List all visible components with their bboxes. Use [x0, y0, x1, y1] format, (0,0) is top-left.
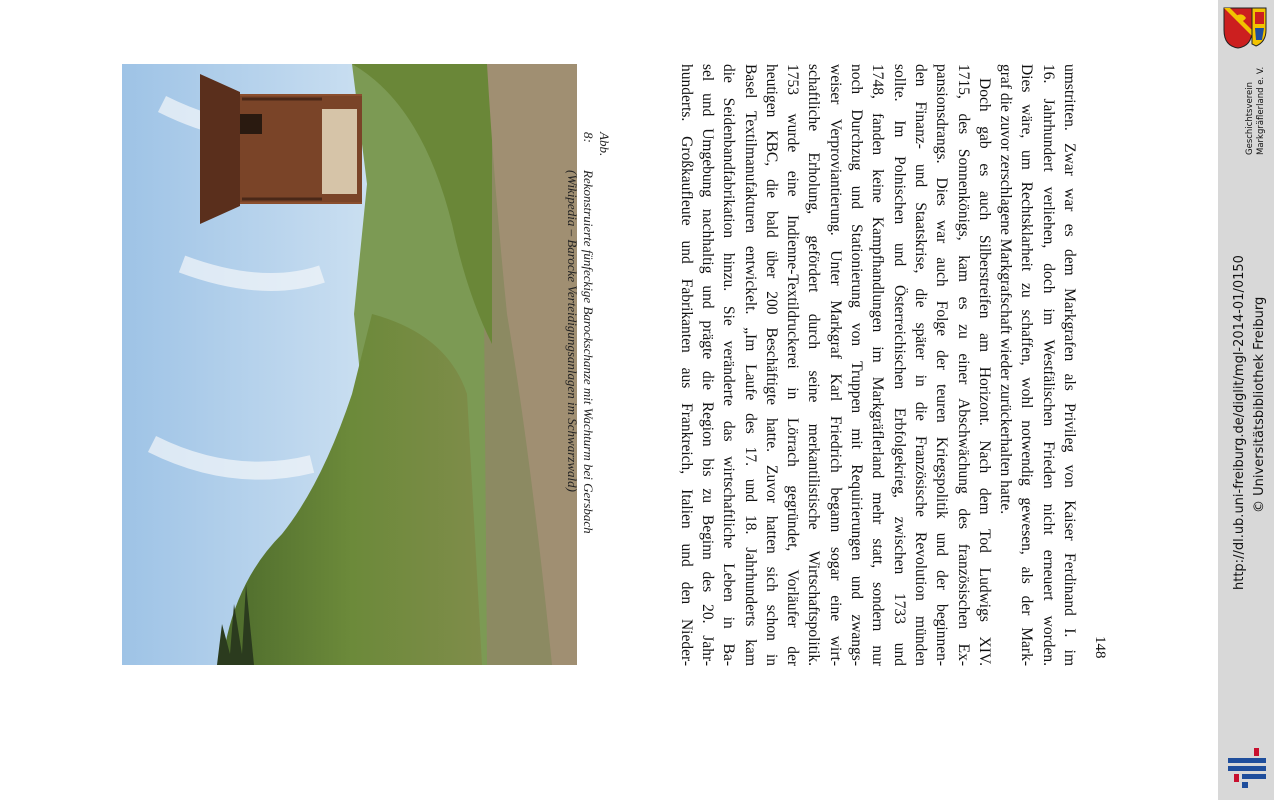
- text-line: pansionsdrangs. Dies war auch Folge der teuren Kriegspolitik und der beginnen-: [933, 64, 951, 666]
- text-line: den Finanz- und Staatskrise, die später in die Französische Revolution münden: [911, 64, 929, 666]
- text-line: hunderts. Großkaufleute und Fabrikanten aus Frankreich, Italien und den Nieder-: [677, 64, 695, 666]
- caption-label: Abb. 8:: [581, 132, 612, 157]
- text-line: Basel Textilmanufakturen entwickelt. „Im Laufe des 17. und 18. Jahrhunderts kam: [741, 64, 759, 666]
- text-line: weiser Verproviantierung. Unter Markgraf Karl Friedrich begann sogar eine wirt-: [826, 64, 844, 666]
- text-line: 1753 wurde eine Indienne-Textildruckerei in Lörrach gegründet, Vorläufer der: [784, 64, 802, 666]
- text-line: sel und Umgebung nachhaltig und prägte die Region bis zu Beginn des 20. Jahr-: [698, 64, 716, 666]
- tower-photo: [122, 64, 577, 665]
- verein-name-line-1: Geschichtsverein: [1245, 81, 1255, 155]
- page-number: 148: [1092, 636, 1108, 659]
- text-line: sollte. Im Polnischen und Österreichischen Erbfolgekrieg, zwischen 1733 und: [890, 64, 908, 666]
- text-line: 1748, fanden keine Kampfhandlungen im Markgräflerland mehr statt, sondern nur: [869, 64, 887, 666]
- tower-photo-image: [122, 64, 577, 665]
- text-line: die Seidenbandfabrikation hinzu. Sie veränderte das wirtschaftliche Leben in Ba-: [720, 64, 738, 666]
- figure-caption: [564, 132, 612, 612]
- text-line: 1715, des Sonnenkönigs, kam es zu einer Abschwächung des französischen Ex-: [954, 64, 972, 666]
- verein-name-line-2: Markgräflerland e. V.: [1256, 66, 1266, 155]
- text-line: Dies wäre, um Rechtsklarheit zu schaffen, wohl notwendig gewesen, als der Mark-: [1018, 64, 1036, 666]
- caption-line-2: (Wikipedia – Barocke Verteidigungsanlagen im Schwarzwald): [565, 170, 580, 492]
- text-line: heutigen KBC, die bald über 200 Beschäftigte hatte. Zuvor hatten sich schon in: [762, 64, 780, 666]
- text-line: graf die zuvor zerschlagene Markgrafschaft wieder zurückerhalten hatte.: [997, 64, 1015, 515]
- copyright-notice: © Universitätsbibliothek Freiburg: [1252, 296, 1267, 513]
- ub-freiburg-logo[interactable]: [1226, 748, 1268, 790]
- text-line: Doch gab es auch Silberstreifen am Horizont. Nach dem Tod Ludwigs XIV.: [975, 78, 993, 666]
- caption-line-1: Rekonstruierte fünfeckige Barockschanze mit Wachturm bei Gersbach: [581, 170, 596, 534]
- verein-crest-logo: [1222, 6, 1268, 50]
- text-line: 16. Jahrhundert verliehen, doch im Westfälischen Frieden nicht erneuert worden.: [1039, 64, 1057, 666]
- text-line: noch Durchzug und Stationierung von Truppen mit Requirierungen und zwangs-: [848, 64, 866, 666]
- text-line: umstritten. Zwar war es dem Markgrafen als Privileg von Kaiser Ferdinand I. im: [1061, 64, 1078, 666]
- text-line: schaftliche Erholung, gefördert durch seine merkantilistische Wirtschaftspolitik.: [805, 64, 823, 666]
- source-url-link[interactable]: http://dl.ub.uni-freiburg.de/diglit/mgl-2014-01/0150: [1232, 255, 1247, 590]
- body-text: [675, 64, 1080, 666]
